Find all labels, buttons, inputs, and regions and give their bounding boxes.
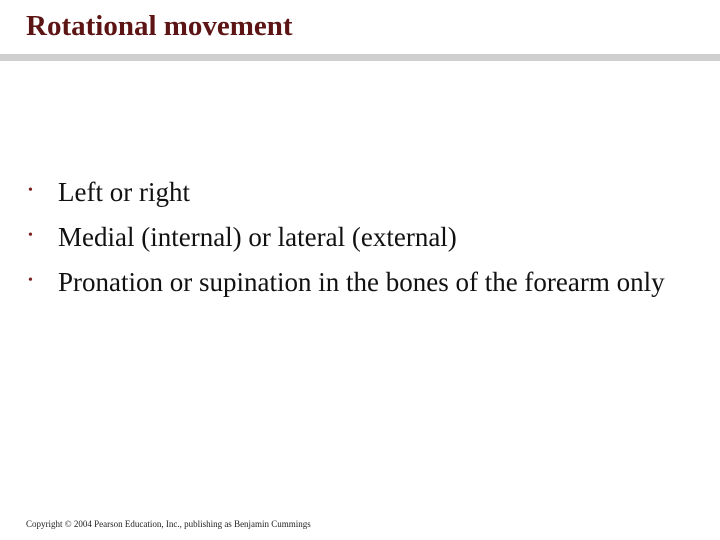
bullet-marker-icon: • [28,273,33,288]
bullet-text: Medial (internal) or lateral (external) [58,222,457,252]
bullet-item-left-right [28,176,668,209]
bullet-item-medial-lateral [28,221,668,254]
copyright-footer: Copyright © 2004 Pearson Education, Inc., publishing as Benjamin Cummings [26,519,311,529]
bullet-text: Left or right [58,177,190,207]
bullet-list [28,176,668,311]
bullet-text: Pronation or supination in the bones of the forearm only [58,267,665,297]
bullet-item-pronation-supination [28,266,668,299]
title-divider [0,54,720,61]
bullet-marker-icon: • [28,228,33,243]
slide-title: Rotational movement [26,10,293,42]
bullet-marker-icon: • [28,183,33,198]
